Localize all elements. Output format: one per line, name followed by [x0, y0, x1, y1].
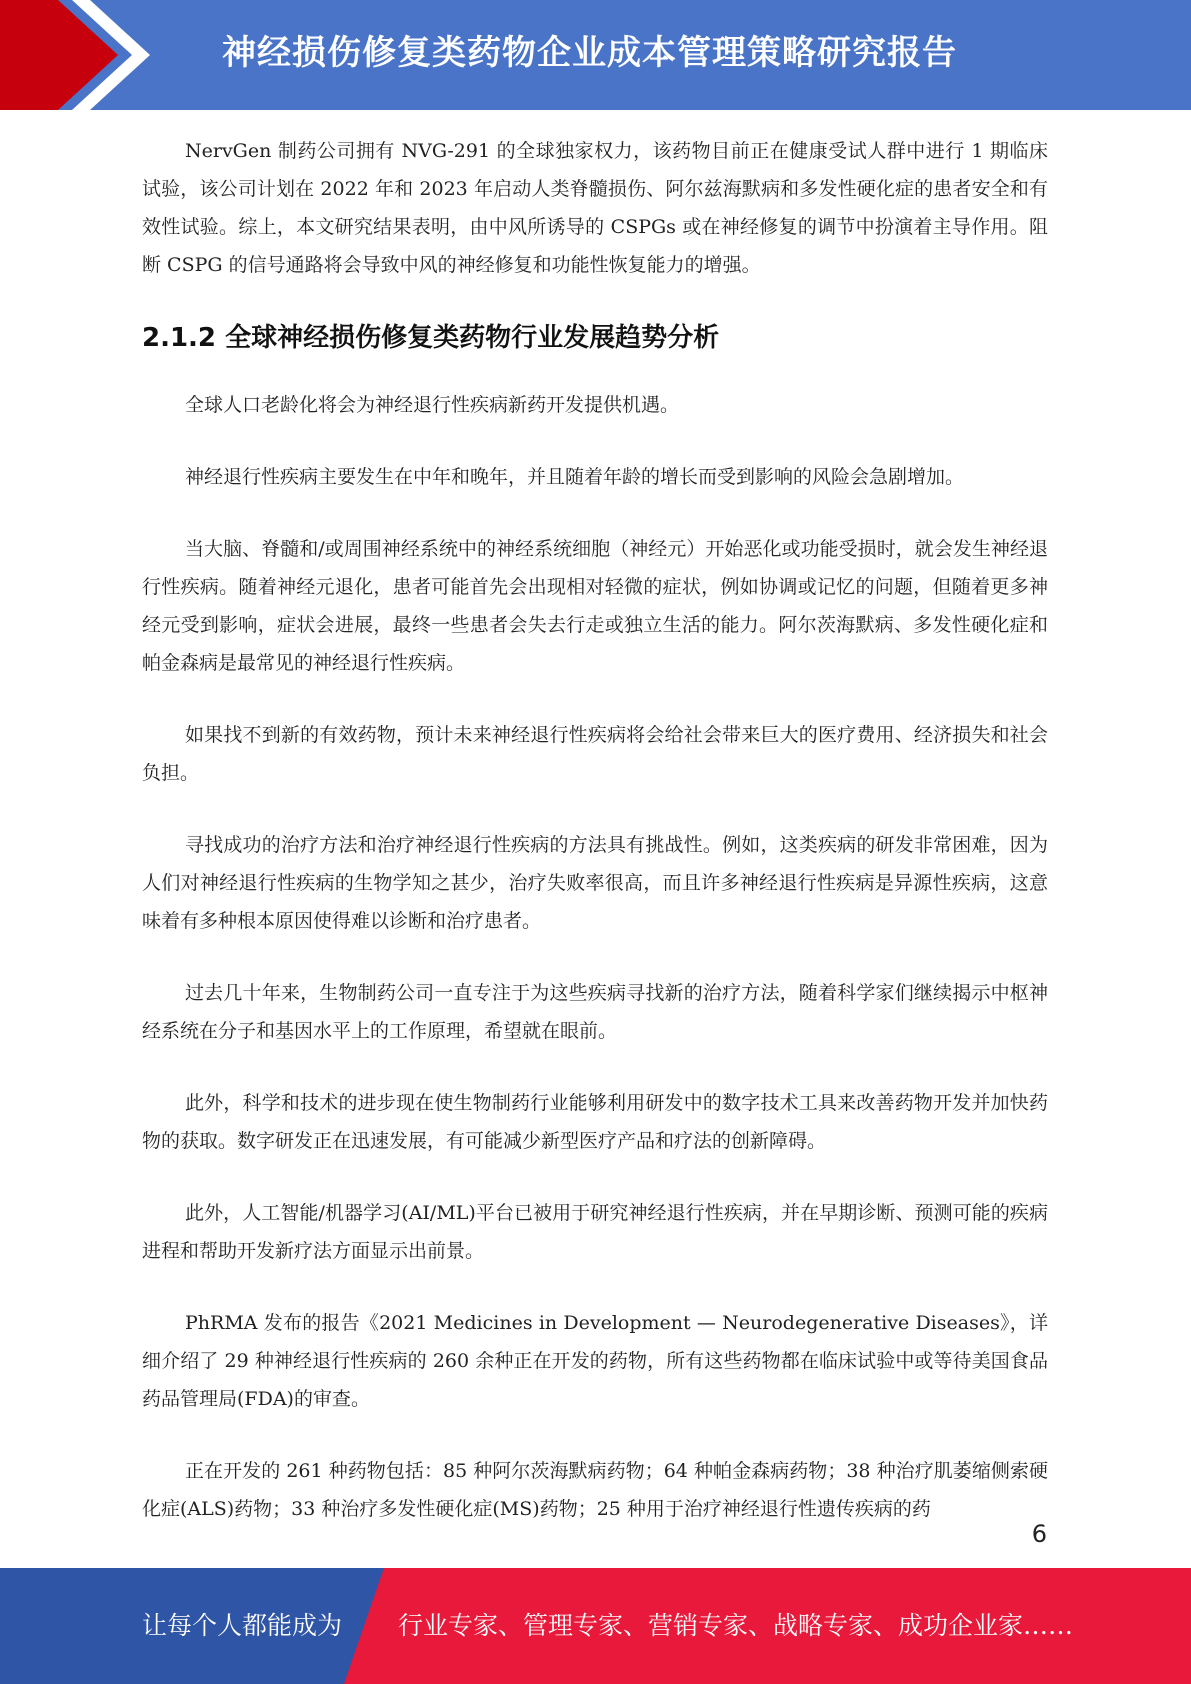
paragraph-2: 神经退行性疾病主要发生在中年和晚年，并且随着年龄的增长而受到影响的风险会急剧增加。 [185, 466, 965, 488]
document-body [142, 132, 1048, 1562]
page-footer [0, 1568, 1191, 1684]
paragraph-nervgen: NervGen 制药公司拥有 NVG-291 的全球独家权力，该药物目前正在健康受试人群中进行 1 期临床试验，该公司计划在 2022 年和 2023 年启动人类脊髓损伤、阿尔兹海默病和多发性硬化症的患者安全和有效性试验。综上，本文研究结果表明，由中风所诱导的 CSPGs 或在神经修复的调节中扮演着主导作用。阻断 CSPG 的信号通路将会导致中风的神经修复和功能性恢复能力的增强。 [142, 140, 1048, 276]
footer-slogan-right: 行业专家、管理专家、营销专家、战略专家、成功企业家…… [398, 1611, 1074, 1640]
paragraph-8: 此外，人工智能/机器学习(AI/ML)平台已被用于研究神经退行性疾病，并在早期诊断、预测可能的疾病进程和帮助开发新疗法方面显示出前景。 [142, 1202, 1048, 1262]
section-heading: 2.1.2 全球神经损伤修复类药物行业发展趋势分析 [142, 323, 720, 353]
footer-slogan-left: 让每个人都能成为 [142, 1611, 343, 1640]
paragraph-10: 正在开发的 261 种药物包括：85 种阿尔茨海默病药物；64 种帕金森病药物；38 种治疗肌萎缩侧索硬化症(ALS)药物；33 种治疗多发性硬化症(MS)药物；25 种用于治疗神经退行性遗传疾病的药 [142, 1460, 1048, 1520]
paragraph-9: PhRMA 发布的报告《2021 Medicines in Development — Neurodegenerative Diseases》，详细介绍了 29 种神经退行性疾病的 260 余种正在开发的药物，所有这些药物都在临床试验中或等待美国食品药品管理局(FDA)的审查。 [142, 1312, 1048, 1410]
page-number: 6 [1031, 1520, 1047, 1548]
paragraph-3: 当大脑、脊髓和/或周围神经系统中的神经系统细胞（神经元）开始恶化或功能受损时，就会发生神经退行性疾病。随着神经元退化，患者可能首先会出现相对轻微的症状，例如协调或记忆的问题，但随着更多神经元受到影响，症状会进展，最终一些患者会失去行走或独立生活的能力。阿尔茨海默病、多发性硬化症和帕金森病是最常见的神经退行性疾病。 [142, 538, 1048, 674]
page-header [0, 0, 1191, 110]
header-title: 神经损伤修复类药物企业成本管理策略研究报告 [222, 33, 957, 73]
paragraph-1: 全球人口老龄化将会为神经退行性疾病新药开发提供机遇。 [185, 394, 680, 416]
header-arrow-logo [0, 0, 160, 110]
paragraph-4: 如果找不到新的有效药物，预计未来神经退行性疾病将会给社会带来巨大的医疗费用、经济损失和社会负担。 [142, 724, 1048, 784]
paragraph-7: 此外，科学和技术的进步现在使生物制药行业能够利用研发中的数字技术工具来改善药物开发并加快药物的获取。数字研发正在迅速发展，有可能减少新型医疗产品和疗法的创新障碍。 [142, 1092, 1048, 1152]
paragraph-5: 寻找成功的治疗方法和治疗神经退行性疾病的方法具有挑战性。例如，这类疾病的研发非常困难，因为人们对神经退行性疾病的生物学知之甚少，治疗失败率很高，而且许多神经退行性疾病是异源性疾病，这意味着有多种根本原因使得难以诊断和治疗患者。 [142, 834, 1048, 932]
paragraph-6: 过去几十年来，生物制药公司一直专注于为这些疾病寻找新的治疗方法，随着科学家们继续揭示中枢神经系统在分子和基因水平上的工作原理，希望就在眼前。 [142, 982, 1048, 1042]
